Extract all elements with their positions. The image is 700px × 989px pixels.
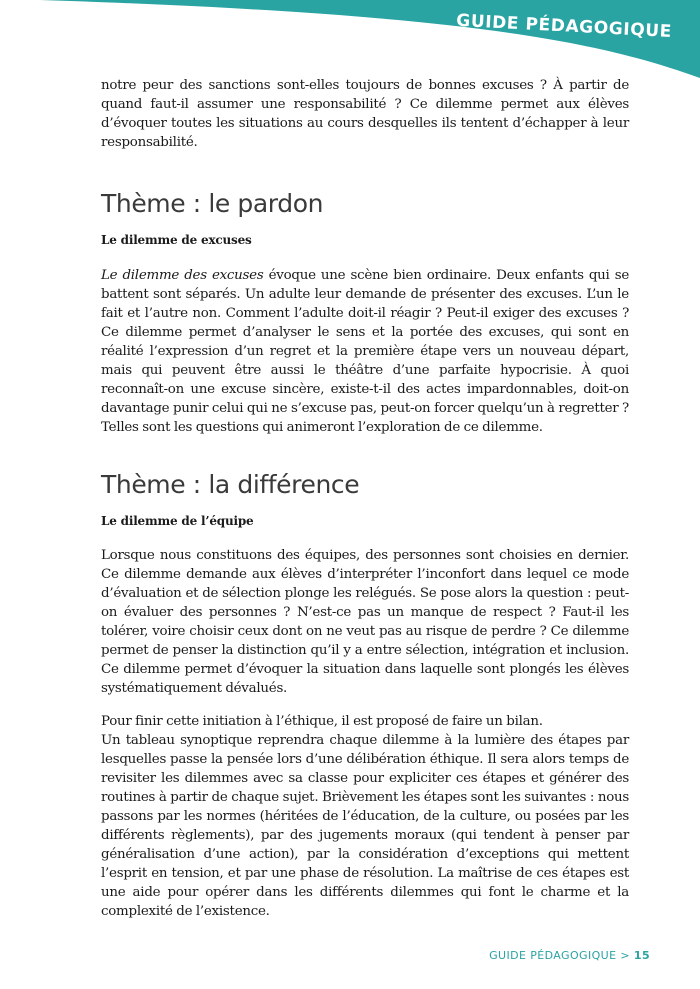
pardon-paragraph-text: évoque une scène bien ordinaire. Deux enfants qui se battent sont séparés. Un adulte leur demande de présenter des excuses. L’un le fait et l’autre non. Comment l’adulte doit-il réagir ? Peut-il exiger des excuses ? Ce dilemme permet d’analyser le sens et la portée des excuses, qui sont en réalité l’expression d’un regret et la première étape vers un nouveau départ, mais qui peuvent être aussi le théâtre d’une parfaite hypocrisie. À quoi reconnaît-on une excuse sincère, existe-t-il des actes impardonnables, doit-on davantage punir celui qui ne s’excuse pas, peut-on forcer quelqu’un à regretter ? Telles sont les questions qui animeront l’exploration de ce dilemme. bbox=[101, 268, 630, 435]
page-number: 15 bbox=[633, 949, 650, 962]
difference-block bbox=[101, 546, 629, 698]
section-heading-difference: Thème : la différence bbox=[101, 470, 360, 499]
intro-paragraph: notre peur des sanctions sont-elles toujours de bonnes excuses ? À partir de quand faut-il assumer une responsabilité ? Ce dilemme permet aux élèves d’évoquer toutes les situations au cours desquelles ils tentent d’échapper à leur responsabilité. bbox=[101, 78, 629, 150]
subheading-equipe: Le dilemme de l’équipe bbox=[101, 514, 254, 528]
section-heading-pardon: Thème : le pardon bbox=[101, 189, 324, 218]
conclusion-line1: Pour finir cette initiation à l’éthique, il est proposé de faire un bilan. bbox=[101, 714, 543, 729]
pardon-paragraph bbox=[101, 266, 629, 437]
pardon-italic-lead: Le dilemme des excuses bbox=[101, 268, 264, 283]
subheading-excuses: Le dilemme de excuses bbox=[101, 233, 252, 247]
intro-block bbox=[101, 76, 629, 152]
page-footer bbox=[489, 949, 650, 962]
footer-separator: > bbox=[620, 949, 630, 962]
conclusion-block bbox=[101, 712, 629, 921]
conclusion-paragraph: Un tableau synoptique reprendra chaque dilemme à la lumière des étapes par lesquelles passe la pensée lors d’une délibération éthique. Il sera alors temps de revisiter les dilemmes avec sa classe pour expliciter ces étapes et générer des routines à partir de chaque sujet. Brièvement les étapes sont les suivantes : nous passons par les normes (héritées de l’éducation, de la culture, ou posées par les différents règlements), par des jugements moraux (qui tendent à penser par généralisation d’une action), par la considération d’exceptions qui mettent l’esprit en tension, et par une phase de résolution. La maîtrise de ces étapes est une aide pour opérer dans les différents dilemmes qui font le charme et la complexité de l’existence. bbox=[101, 733, 629, 919]
footer-label: GUIDE PÉDAGOGIQUE bbox=[489, 949, 617, 962]
header-banner-shape bbox=[40, 0, 700, 78]
pardon-block bbox=[101, 266, 629, 437]
difference-paragraph: Lorsque nous constituons des équipes, des personnes sont choisies en dernier. Ce dilemme demande aux élèves d’interpréter l’inconfort dans lequel ce mode d’évaluation et de sélection plonge les relégués. Se pose alors la question : peut-on évaluer des personnes ? N’est-ce pas un manque de respect ? Faut-il les tolérer, voire choisir ceux dont on ne veut pas au risque de perdre ? Ce dilemme permet de penser la distinction qu’il y a entre sélection, intégration et inclusion. Ce dilemme permet d’évoquer la situation dans laquelle sont plongés les élèves systématiquement dévalués. bbox=[101, 548, 629, 696]
header-title: GUIDE PÉDAGOGIQUE bbox=[455, 10, 673, 42]
